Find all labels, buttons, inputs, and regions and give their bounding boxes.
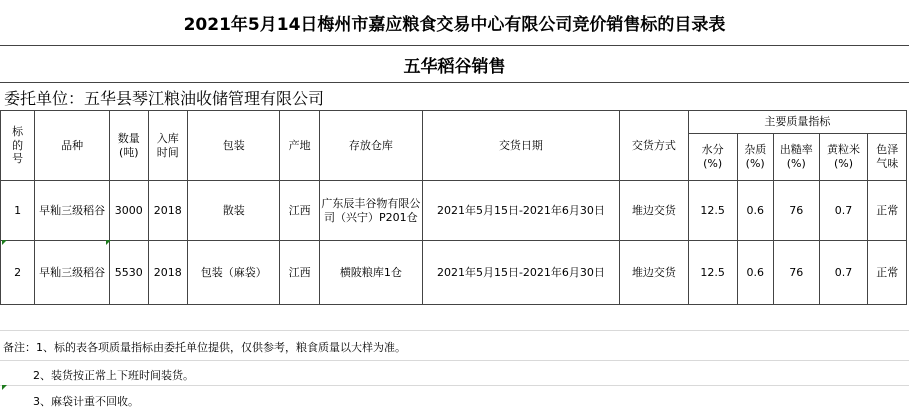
cell-packing: 散装	[187, 181, 279, 241]
note-line: 备注：1、标的表各项质量指标由委托单位提供，仅供参考，粮食质量以大样为准。	[3, 341, 406, 354]
page-title: 2021年5月14日梅州市嘉应粮食交易中心有限公司竞价销售标的目录表	[0, 0, 909, 46]
cell-variety: 早籼三级稻谷	[35, 241, 110, 305]
cell-lot-no: 1	[1, 181, 35, 241]
cell-impurity: 0.6	[737, 181, 773, 241]
cell-delivery-date: 2021年5月15日-2021年6月30日	[422, 241, 619, 305]
header-impurity: 杂质(%)	[737, 134, 773, 181]
cell-impurity: 0.6	[737, 241, 773, 305]
client-line: 委托单位：五华县琴江粮油收储管理有限公司	[4, 88, 325, 108]
header-origin: 产地	[280, 111, 319, 181]
cell-yield: 76	[773, 181, 819, 241]
gridline	[0, 360, 909, 361]
note-line: 3、麻袋计重不回收。	[33, 395, 139, 408]
header-yellow: 黄粒米(%)	[819, 134, 868, 181]
cell-color-smell: 正常	[868, 181, 907, 241]
header-delivery-method: 交货方式	[620, 111, 689, 181]
header-color-smell: 色泽气味	[868, 134, 907, 181]
cell-quantity: 5530	[110, 241, 148, 305]
cell-quantity: 3000	[110, 181, 148, 241]
cell-moisture: 12.5	[688, 181, 737, 241]
cell-color-smell: 正常	[868, 241, 907, 305]
cell-marker-icon	[2, 240, 7, 245]
cell-yellow: 0.7	[819, 181, 868, 241]
cell-moisture: 12.5	[688, 241, 737, 305]
gridline	[0, 330, 909, 331]
cell-warehouse: 横陂粮库1仓	[319, 241, 422, 305]
header-packing: 包装	[187, 111, 279, 181]
header-moisture: 水分(%)	[688, 134, 737, 181]
table-row	[1, 181, 907, 241]
cell-marker-icon	[2, 385, 7, 390]
catalog-table	[0, 110, 907, 305]
cell-warehouse: 广东辰丰谷物有限公司（兴宁）P201仓	[319, 181, 422, 241]
gridline	[0, 385, 909, 386]
header-yield: 出糙率(%)	[773, 134, 819, 181]
header-row	[1, 111, 907, 134]
page-subtitle: 五华稻谷销售	[0, 46, 909, 83]
header-quality-group: 主要质量指标	[688, 111, 906, 134]
cell-variety: 早籼三级稻谷	[35, 181, 110, 241]
cell-storage-time: 2018	[148, 181, 187, 241]
table-row	[1, 241, 907, 305]
cell-delivery-method: 堆边交货	[620, 181, 689, 241]
note-line: 2、装货按正常上下班时间装货。	[33, 369, 194, 382]
cell-yield: 76	[773, 241, 819, 305]
cell-lot-no: 2	[1, 241, 35, 305]
header-delivery-date: 交货日期	[422, 111, 619, 181]
cell-origin: 江西	[280, 241, 319, 305]
header-warehouse: 存放仓库	[319, 111, 422, 181]
cell-packing: 包装（麻袋）	[187, 241, 279, 305]
cell-marker-icon	[106, 240, 111, 245]
header-variety: 品种	[35, 111, 110, 181]
header-quantity: 数量(吨)	[110, 111, 148, 181]
cell-delivery-date: 2021年5月15日-2021年6月30日	[422, 181, 619, 241]
cell-delivery-method: 堆边交货	[620, 241, 689, 305]
header-storage-time: 入库时间	[148, 111, 187, 181]
cell-storage-time: 2018	[148, 241, 187, 305]
cell-yellow: 0.7	[819, 241, 868, 305]
cell-origin: 江西	[280, 181, 319, 241]
header-lot-no: 标的号	[1, 111, 35, 181]
